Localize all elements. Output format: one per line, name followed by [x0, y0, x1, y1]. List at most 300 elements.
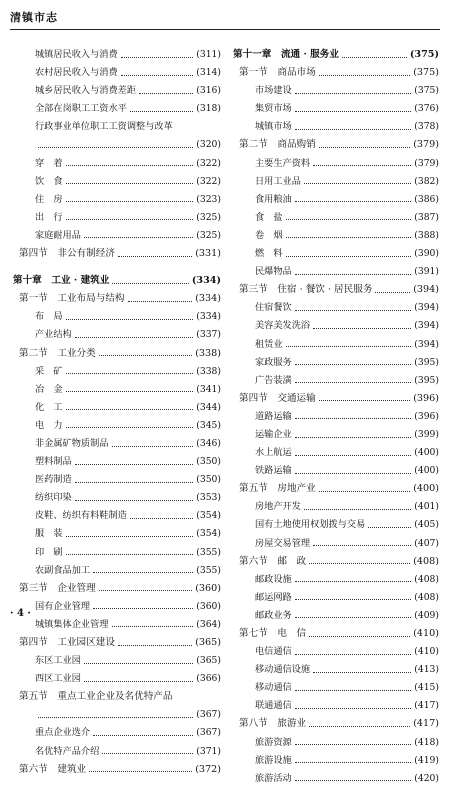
toc-entry-title: 饮 食: [35, 175, 63, 187]
toc-subsection[interactable]: [233, 516, 439, 534]
dot-leader: [121, 75, 194, 76]
toc-entry-title: 邮政设施: [255, 573, 292, 585]
toc-page-number: (396): [414, 410, 439, 422]
toc-subsection[interactable]: [233, 679, 439, 697]
toc-subsection[interactable]: [13, 453, 221, 471]
dot-leader: [66, 319, 194, 320]
toc-page-number: (419): [414, 754, 439, 766]
toc-page-number: (372): [195, 763, 221, 775]
toc-subsection[interactable]: [233, 661, 439, 679]
toc-subsection[interactable]: [233, 100, 439, 118]
toc-entry-title: 旅游资源: [255, 736, 292, 748]
toc-page-number: (367): [196, 727, 221, 739]
toc-left-column: [13, 46, 221, 779]
dot-leader: [295, 111, 412, 112]
toc-page-number: (394): [414, 302, 439, 314]
toc-entry-title: 道路运输: [255, 410, 292, 422]
toc-entry-title: 第八节 旅游业: [239, 718, 307, 730]
dot-leader: [38, 147, 193, 148]
toc-page-number: (375): [409, 49, 439, 60]
dot-leader: [66, 554, 194, 555]
toc-entry-title: 第五节 重点工业企业及名优特产品: [19, 691, 173, 703]
toc-entry-title: 铁路运输: [255, 465, 292, 477]
toc-entry-title: 皮鞋、纺织有料鞋制造: [35, 510, 127, 522]
toc-entry-title: 日用工业品: [255, 175, 301, 187]
toc-subsection[interactable]: [13, 489, 221, 507]
toc-page-number: (367): [196, 709, 221, 721]
toc-entry-title: 住宿餐饮: [255, 302, 292, 314]
toc-subsection[interactable]: [233, 209, 439, 227]
toc-page-number: (399): [414, 428, 439, 440]
dot-leader: [286, 219, 412, 220]
dot-leader: [313, 328, 411, 329]
toc-entry-title: 东区工业园: [35, 655, 81, 667]
toc-entry-title: 旅游活动: [255, 772, 292, 784]
toc-page-number: (394): [413, 284, 439, 296]
toc-section[interactable]: [233, 715, 439, 733]
dot-leader: [66, 409, 194, 410]
toc-page-number: (366): [196, 673, 221, 685]
toc-page-number: (378): [414, 121, 439, 133]
toc-entry-title: 城镇居民收入与消费: [35, 49, 118, 60]
toc-entry-title: 第四节 工业园区建设: [19, 637, 115, 648]
dot-leader: [66, 201, 194, 202]
dot-leader: [75, 464, 194, 465]
dot-leader: [128, 301, 193, 302]
toc-entry-title: 邮运网路: [255, 591, 292, 603]
toc-subsection[interactable]: [13, 308, 221, 326]
toc-subsection[interactable]: [13, 64, 221, 82]
toc-page-number: (350): [196, 456, 221, 468]
toc-subsection[interactable]: [233, 498, 439, 516]
toc-right-column: [233, 46, 439, 788]
toc-entry-title: 第一节 商品市场: [239, 67, 316, 79]
toc-page-number: (418): [414, 736, 439, 748]
toc-page-number: (400): [414, 465, 439, 477]
toc-entry-title: 邮政业务: [255, 609, 292, 621]
toc-page-number: (325): [196, 229, 221, 241]
toc-page-number: (396): [413, 392, 439, 404]
toc-page-number: (354): [196, 510, 221, 522]
toc-section[interactable]: [13, 245, 221, 263]
toc-entry-title: 运输企业: [255, 428, 292, 440]
toc-entry-title: 城乡居民收入与消费差距: [35, 85, 137, 97]
toc-page-number: (322): [196, 157, 221, 169]
toc-entry-title: 住 房: [35, 193, 63, 205]
dot-leader: [313, 545, 411, 546]
toc-page-number: (355): [196, 564, 221, 576]
toc-page-number: (338): [196, 365, 221, 377]
page-header: [0, 0, 450, 26]
toc-entry-title: 联通通信: [255, 700, 292, 712]
toc-subsection[interactable]: [233, 263, 439, 281]
toc-entry-title: 第六节 建筑业: [19, 763, 87, 775]
toc-subsection[interactable]: [233, 82, 439, 100]
toc-page-number: (318): [196, 103, 221, 115]
toc-page-number: (391): [414, 266, 439, 278]
toc-subsection[interactable]: [233, 734, 439, 752]
toc-entry-title: 纺织印染: [35, 492, 72, 504]
toc-entry-title: 电信通信: [255, 646, 292, 658]
dot-leader: [295, 690, 412, 691]
toc-subsection[interactable]: [233, 354, 439, 372]
toc-entry-title: 电 力: [35, 419, 63, 431]
toc-page-number: (346): [196, 437, 221, 449]
toc-page-number: (364): [196, 618, 221, 630]
toc-entry-title: 主要生产资料: [255, 157, 311, 169]
toc-page-number: (400): [414, 447, 439, 459]
toc-entry-title: 第四节 交通运输: [239, 392, 316, 404]
dot-leader: [319, 400, 410, 401]
toc-page-number: (331): [195, 248, 221, 260]
toc-entry-title: 旅游设施: [255, 754, 292, 766]
toc-subsection[interactable]: [13, 118, 221, 136]
dot-leader: [112, 446, 194, 447]
toc-page-number: (325): [196, 211, 221, 223]
toc-section[interactable]: [13, 688, 221, 706]
dot-leader: [93, 735, 193, 736]
dot-leader: [295, 418, 412, 419]
dot-leader: [319, 491, 410, 492]
toc-page-number: (387): [414, 211, 439, 223]
dot-leader: [295, 455, 412, 456]
toc-entry-title: 第六节 邮 政: [239, 555, 307, 567]
toc-entry-title: 出 行: [35, 211, 63, 223]
toc-page-number: (360): [196, 600, 221, 612]
dot-leader: [75, 482, 194, 483]
toc-section[interactable]: [233, 553, 439, 571]
toc-entry-title: 广告装潢: [255, 374, 292, 386]
toc-entry-title: 产业结构: [35, 329, 72, 341]
dot-leader: [66, 536, 194, 537]
toc-entry-title: 家庭耐用品: [35, 229, 81, 241]
toc-subsection[interactable]: [13, 670, 221, 688]
toc-subsection[interactable]: [13, 525, 221, 543]
dot-leader: [309, 636, 410, 637]
toc-subsection[interactable]: [233, 299, 439, 317]
toc-entry-title: 重点企业选介: [35, 727, 91, 739]
dot-leader: [295, 654, 412, 655]
toc-page-number: (408): [414, 591, 439, 603]
page-number: · 4 ·: [10, 608, 31, 619]
toc-subsection[interactable]: [233, 462, 439, 480]
toc-subsection[interactable]: [233, 155, 439, 173]
dot-leader: [93, 572, 193, 573]
toc-entry-title: 非金属矿物质制品: [35, 437, 109, 449]
toc-entry-title: 塑料制品: [35, 456, 72, 468]
toc-entry-title: 全部在岗职工工资水平: [35, 103, 127, 115]
toc-subsection[interactable]: [13, 399, 221, 417]
toc-spacer: [13, 263, 221, 272]
dot-leader: [66, 373, 194, 374]
toc-page-number: (334): [195, 293, 221, 305]
toc-entry-continued[interactable]: [13, 136, 221, 154]
toc-subsection[interactable]: [233, 426, 439, 444]
toc-page-number: (417): [413, 718, 439, 730]
toc-subsection[interactable]: [13, 100, 221, 118]
toc-page-number: (395): [414, 374, 439, 386]
dot-leader: [84, 681, 193, 682]
dot-leader: [286, 237, 412, 238]
dot-leader: [295, 274, 412, 275]
dot-leader: [102, 753, 193, 754]
toc-subsection[interactable]: [233, 697, 439, 715]
toc-entry-title: 化 工: [35, 401, 63, 413]
toc-entry-title: 印 刷: [35, 546, 63, 558]
toc-page-number: (334): [196, 311, 221, 323]
toc-entry-title: 家政服务: [255, 356, 292, 368]
toc-page-number: (401): [414, 501, 439, 513]
dot-leader: [342, 57, 407, 58]
dot-leader: [304, 509, 411, 510]
toc-entry-title: 名优特产品介绍: [35, 745, 100, 757]
toc-entry-title: 第二节 商品购销: [239, 139, 316, 151]
toc-entry-title: 食 盐: [255, 211, 283, 223]
toc-subsection[interactable]: [13, 616, 221, 634]
toc-entry-title: 食用粮油: [255, 193, 292, 205]
toc-section[interactable]: [13, 580, 221, 598]
dot-leader: [66, 427, 194, 428]
dot-leader: [309, 726, 410, 727]
toc-subsection[interactable]: [233, 770, 439, 788]
toc-subsection[interactable]: [233, 245, 439, 263]
toc-section[interactable]: [13, 290, 221, 308]
dot-leader: [99, 355, 192, 356]
toc-entry-title: 服 装: [35, 528, 63, 540]
toc-page-number: (375): [413, 67, 439, 79]
dot-leader: [295, 473, 412, 474]
toc-entry-title: 移动通信设施: [255, 664, 311, 676]
toc-page-number: (376): [414, 103, 439, 115]
toc-subsection[interactable]: [13, 227, 221, 245]
header-divider: [10, 29, 440, 30]
toc-subsection[interactable]: [13, 435, 221, 453]
dot-leader: [93, 608, 193, 609]
toc-subsection[interactable]: [233, 752, 439, 770]
toc-page-number: (337): [196, 329, 221, 341]
dot-leader: [295, 617, 412, 618]
toc-page-number: (410): [414, 646, 439, 658]
toc-page-number: (413): [414, 664, 439, 676]
toc-page-number: (341): [196, 383, 221, 395]
toc-page-number: (338): [195, 347, 221, 359]
dot-leader: [89, 771, 192, 772]
dot-leader: [319, 75, 410, 76]
toc-subsection[interactable]: [233, 589, 439, 607]
toc-entry-title: 移动通信: [255, 682, 292, 694]
dot-leader: [75, 500, 194, 501]
toc-subsection[interactable]: [233, 643, 439, 661]
toc-section[interactable]: [13, 345, 221, 363]
dot-leader: [295, 708, 412, 709]
toc-entry-title: 冶 金: [35, 383, 63, 395]
toc-page-number: (390): [414, 248, 439, 260]
dot-leader: [295, 581, 412, 582]
dot-leader: [319, 147, 410, 148]
toc-page-number: (395): [414, 356, 439, 368]
toc-subsection[interactable]: [13, 507, 221, 525]
toc-page-number: (379): [414, 157, 439, 169]
dot-leader: [112, 626, 194, 627]
dot-leader: [295, 437, 412, 438]
dot-leader: [75, 337, 194, 338]
dot-leader: [295, 762, 412, 763]
toc-subsection[interactable]: [13, 46, 221, 64]
toc-subsection[interactable]: [13, 598, 221, 616]
toc-section[interactable]: [233, 136, 439, 154]
toc-entry-title: 第十一章 流通 · 服务业: [233, 49, 339, 60]
toc-entry-title: 西区工业园: [35, 673, 81, 685]
dot-leader: [295, 780, 412, 781]
dot-leader: [118, 645, 192, 646]
toc-page-number: (405): [414, 519, 439, 531]
toc-subsection[interactable]: [13, 562, 221, 580]
toc-entry-title: 城镇集体企业管理: [35, 618, 109, 630]
toc-entry-title: 集贸市场: [255, 103, 292, 115]
toc-page-number: (382): [414, 175, 439, 187]
toc-subsection[interactable]: [13, 471, 221, 489]
toc-page-number: (316): [196, 85, 221, 97]
dot-leader: [99, 590, 192, 591]
dot-leader: [313, 672, 411, 673]
toc-section[interactable]: [233, 390, 439, 408]
toc-page-number: (334): [191, 275, 221, 287]
dot-leader: [38, 717, 193, 718]
toc-chapter[interactable]: [13, 272, 221, 290]
toc-page-number: (415): [414, 682, 439, 694]
toc-page-number: (410): [413, 628, 439, 639]
dot-leader: [66, 391, 194, 392]
toc-page-number: (388): [414, 229, 439, 241]
toc-page-number: (365): [196, 655, 221, 667]
toc-entry-title: 水上航运: [255, 447, 292, 459]
toc-subsection[interactable]: [233, 571, 439, 589]
dot-leader: [313, 165, 411, 166]
toc-page-number: (322): [196, 175, 221, 187]
toc-entry-title: 卷 烟: [255, 229, 283, 241]
toc-entry-title: 第二节 工业分类: [19, 347, 96, 359]
dot-leader: [295, 310, 412, 311]
toc-entry-title: 行政事业单位职工工资调整与改革: [35, 121, 173, 133]
toc-page-number: (394): [414, 320, 439, 332]
toc-entry-title: 第三节 企业管理: [19, 582, 96, 594]
toc-entry-title: 国有土地使用权划拨与交易: [255, 519, 366, 531]
toc-page-number: (365): [195, 637, 221, 648]
toc-page-number: (354): [196, 528, 221, 540]
toc-entry-title: 房屋交易管理: [255, 537, 311, 549]
toc-subsection[interactable]: [233, 607, 439, 625]
toc-subsection[interactable]: [13, 417, 221, 435]
dot-leader: [286, 256, 412, 257]
toc-subsection[interactable]: [13, 363, 221, 381]
dot-leader: [118, 256, 192, 257]
toc-page-number: (375): [414, 85, 439, 97]
toc-subsection[interactable]: [13, 381, 221, 399]
toc-subsection[interactable]: [233, 372, 439, 390]
toc-page-number: (314): [196, 67, 221, 79]
toc-subsection[interactable]: [233, 118, 439, 136]
toc-page-number: (353): [196, 492, 221, 504]
dot-leader: [112, 283, 189, 284]
toc-page-number: (407): [414, 537, 439, 549]
toc-entry-continued[interactable]: [13, 706, 221, 724]
dot-leader: [139, 93, 193, 94]
dot-leader: [295, 129, 412, 130]
toc-page-number: (408): [414, 573, 439, 585]
toc-subsection[interactable]: [233, 191, 439, 209]
dot-leader: [66, 183, 194, 184]
toc-section[interactable]: [233, 281, 439, 299]
toc-section[interactable]: [233, 64, 439, 82]
toc-subsection[interactable]: [13, 743, 221, 761]
toc-entry-title: 第五节 房地产业: [239, 483, 316, 495]
toc-subsection[interactable]: [13, 652, 221, 670]
dot-leader: [368, 527, 411, 528]
dot-leader: [84, 237, 193, 238]
toc-entry-title: 燃 料: [255, 248, 283, 260]
toc-page-number: (417): [414, 700, 439, 712]
toc-page-number: (408): [413, 555, 439, 567]
toc-entry-title: 医药制造: [35, 474, 72, 486]
toc-page-number: (323): [196, 193, 221, 205]
toc-entry-title: 城镇市场: [255, 121, 292, 133]
toc-entry-title: 租赁业: [255, 338, 283, 350]
toc-entry-title: 国有企业管理: [35, 600, 91, 612]
dot-leader: [66, 165, 194, 166]
dot-leader: [295, 744, 412, 745]
toc-subsection[interactable]: [13, 724, 221, 742]
toc-section[interactable]: [13, 761, 221, 779]
toc-subsection[interactable]: [13, 155, 221, 173]
toc-subsection[interactable]: [13, 326, 221, 344]
dot-leader: [286, 346, 412, 347]
toc-subsection[interactable]: [13, 544, 221, 562]
toc-subsection[interactable]: [233, 227, 439, 245]
toc-page-number: (355): [196, 546, 221, 558]
toc-subsection[interactable]: [13, 173, 221, 191]
dot-leader: [295, 93, 412, 94]
toc-chapter[interactable]: [233, 46, 439, 64]
toc-subsection[interactable]: [13, 191, 221, 209]
toc-page-number: (350): [196, 474, 221, 486]
toc-subsection[interactable]: [13, 82, 221, 100]
toc-subsection[interactable]: [233, 173, 439, 191]
toc-subsection[interactable]: [233, 317, 439, 335]
toc-page-number: (371): [196, 745, 221, 757]
toc-subsection[interactable]: [233, 336, 439, 354]
toc-page-number: (386): [414, 193, 439, 205]
toc-subsection[interactable]: [233, 408, 439, 426]
toc-section[interactable]: [13, 634, 221, 652]
toc-entry-title: 布 局: [35, 311, 63, 323]
toc-entry-title: 市场建设: [255, 85, 292, 97]
toc-subsection[interactable]: [13, 209, 221, 227]
toc-entry-title: 第七节 电 信: [239, 628, 307, 639]
dot-leader: [84, 663, 193, 664]
toc-section[interactable]: [233, 480, 439, 498]
toc-subsection[interactable]: [233, 444, 439, 462]
toc-entry-title: 采 矿: [35, 365, 63, 377]
toc-subsection[interactable]: [233, 535, 439, 553]
toc-section[interactable]: [233, 625, 439, 643]
toc-entry-title: 第一节 工业布局与结构: [19, 293, 125, 305]
dot-leader: [295, 599, 412, 600]
dot-leader: [375, 292, 410, 293]
dot-leader: [304, 183, 411, 184]
toc-entry-title: 农村居民收入与消费: [35, 67, 118, 79]
toc-entry-title: 房地产开发: [255, 501, 301, 513]
dot-leader: [130, 111, 193, 112]
